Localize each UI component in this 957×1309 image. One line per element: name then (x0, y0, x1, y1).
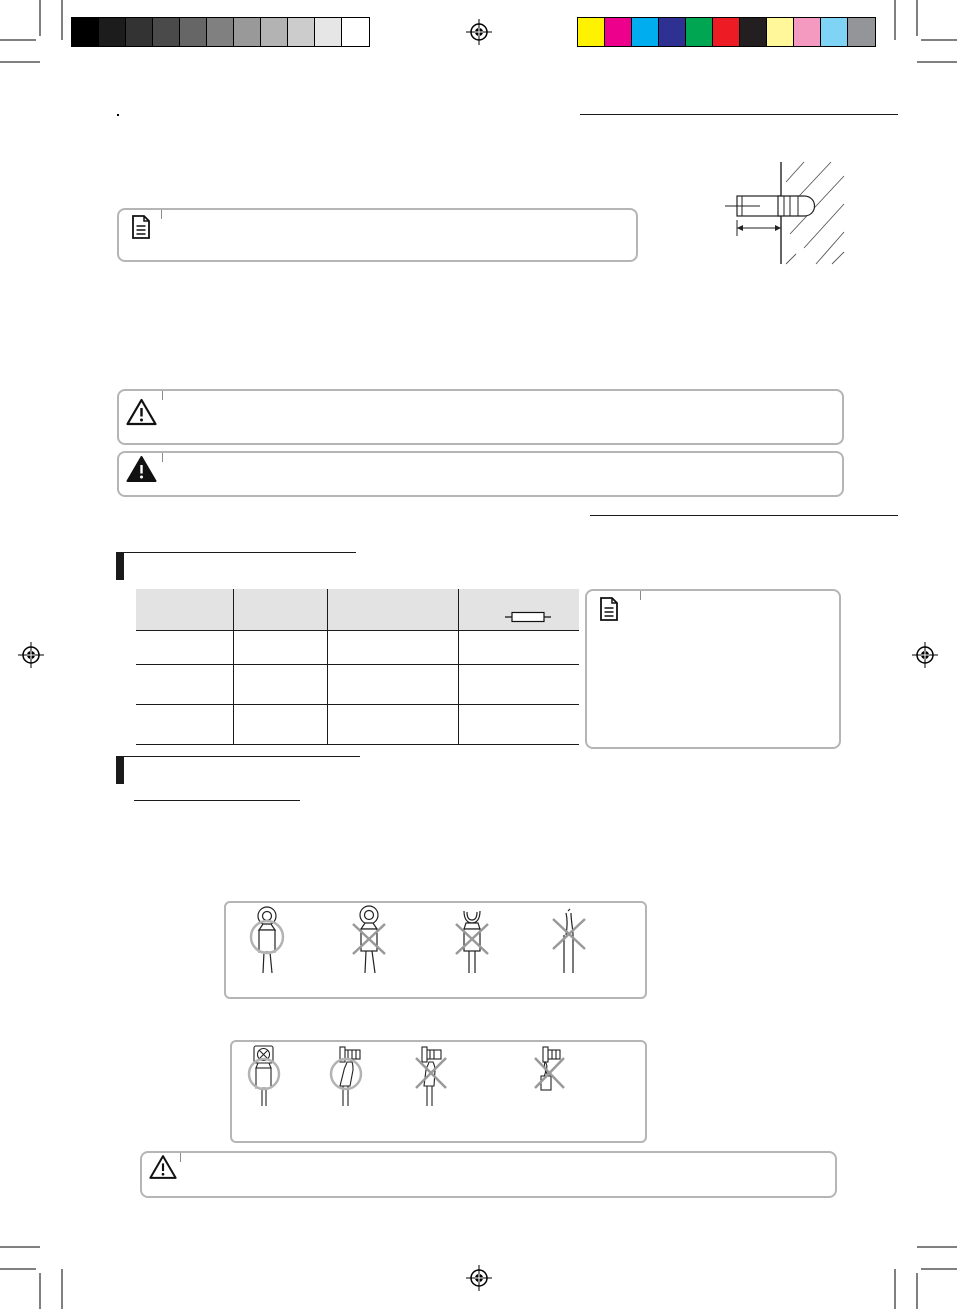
gray-swatch-7 (234, 18, 261, 46)
correct-side-connection (340, 1047, 360, 1106)
spec-table (136, 589, 579, 745)
gray-swatch-5 (180, 18, 207, 46)
table-row (136, 630, 579, 664)
warning-box (117, 451, 844, 497)
screw-terminal-examples-drawing (232, 1042, 645, 1141)
section-header (116, 756, 360, 784)
gray-swatch-2 (99, 18, 126, 46)
note-icon (130, 215, 152, 239)
gray-swatch-10 (315, 18, 342, 46)
section-header (116, 552, 356, 580)
gray-swatch-6 (207, 18, 234, 46)
color-swatch-6 (713, 18, 740, 46)
color-swatch-10 (821, 18, 848, 46)
color-swatch-4 (659, 18, 686, 46)
color-swatch-3 (632, 18, 659, 46)
color-swatch-7 (740, 18, 767, 46)
wrong-side-connection (422, 1047, 441, 1106)
color-swatch-2 (605, 18, 632, 46)
color-swatch-5 (686, 18, 713, 46)
ring-terminal-examples-drawing (226, 903, 645, 997)
subsection-rule (134, 800, 300, 801)
bottom-caution-box (140, 1151, 837, 1198)
correct-screw-connection (254, 1046, 273, 1106)
gray-swatch-3 (126, 18, 153, 46)
fuse-icon (505, 611, 551, 623)
bare-wire (564, 909, 573, 973)
fork-terminal (464, 911, 480, 973)
correct-ring-terminal (258, 907, 276, 973)
screw-terminal-examples (230, 1040, 647, 1143)
gray-swatch-9 (288, 18, 315, 46)
color-swatch-11 (848, 18, 875, 46)
registration-mark-icon (466, 19, 492, 45)
gray-swatch-11 (342, 18, 369, 46)
table-row (136, 664, 579, 704)
warning-icon (126, 455, 157, 483)
table-header-row (136, 589, 579, 630)
ring-terminal-examples (224, 901, 647, 999)
caution-icon (149, 1154, 177, 1180)
gray-swatch-4 (153, 18, 180, 46)
registration-mark-icon (466, 1265, 492, 1291)
gray-swatch-8 (261, 18, 288, 46)
wrong-mark (553, 919, 585, 949)
header-rule (580, 114, 898, 115)
color-swatch-bar (577, 17, 876, 47)
color-swatch-8 (767, 18, 794, 46)
section-rule (590, 515, 898, 516)
note-box (117, 208, 638, 262)
caution-box (117, 389, 844, 445)
pipe-wall-diagram (720, 160, 850, 266)
gray-swatch-1 (72, 18, 99, 46)
color-swatch-9 (794, 18, 821, 46)
color-swatch-1 (578, 18, 605, 46)
caution-icon (126, 398, 157, 426)
side-note-box (585, 589, 841, 749)
registration-mark-icon (18, 642, 44, 668)
table-row (136, 704, 579, 744)
header-dot (117, 114, 119, 116)
registration-mark-icon (912, 642, 938, 668)
note-icon (598, 597, 620, 621)
gray-swatch-bar (71, 17, 370, 47)
